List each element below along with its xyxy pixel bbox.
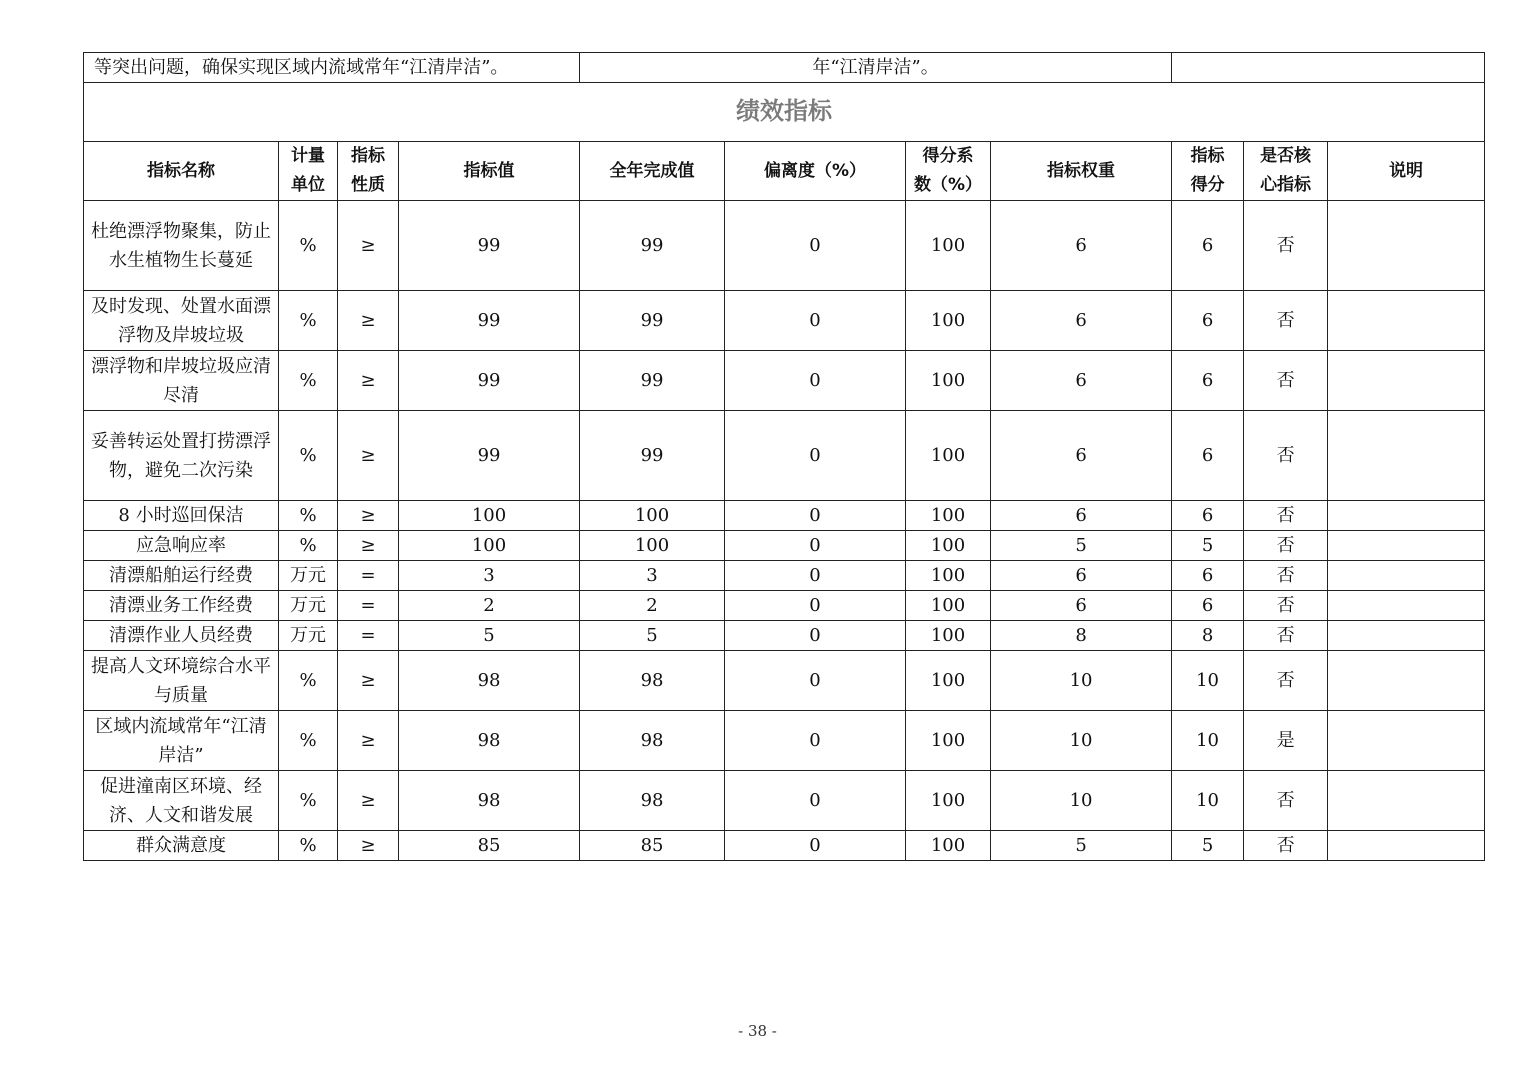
cell-note: [1328, 651, 1485, 711]
cell-coef: 100: [906, 621, 991, 651]
cell-weight: 8: [991, 621, 1172, 651]
cell-name: 清漂作业人员经费: [84, 621, 279, 651]
cell-actual: 99: [580, 291, 725, 351]
cell-target: 98: [399, 711, 580, 771]
header-actual: 全年完成值: [580, 142, 725, 201]
section-title: 绩效指标: [736, 96, 833, 125]
cell-core: 是: [1244, 711, 1328, 771]
header-score: [1172, 142, 1244, 201]
cell-weight: 6: [991, 501, 1172, 531]
table-row: [84, 531, 1485, 561]
cell-coef: 100: [906, 501, 991, 531]
table-row: [84, 621, 1485, 651]
header-nature-line2: 性质: [351, 175, 385, 195]
cell-nature: =: [338, 591, 399, 621]
cell-score: 6: [1172, 561, 1244, 591]
cell-nature: ≥: [338, 291, 399, 351]
cell-coef: 100: [906, 771, 991, 831]
cell-actual: 3: [580, 561, 725, 591]
cell-core: 否: [1244, 561, 1328, 591]
cell-nature: =: [338, 621, 399, 651]
header-coef: [906, 142, 991, 201]
cell-note: [1328, 591, 1485, 621]
cell-core: 否: [1244, 351, 1328, 411]
cell-core: 否: [1244, 411, 1328, 501]
cell-actual: 99: [580, 351, 725, 411]
cell-note: [1328, 351, 1485, 411]
cell-name: 妥善转运处置打捞漂浮物，避免二次污染: [84, 411, 279, 501]
cell-unit: %: [279, 501, 338, 531]
cell-deviation: 0: [725, 621, 906, 651]
cell-unit: %: [279, 291, 338, 351]
cell-note: [1328, 501, 1485, 531]
cell-nature: ≥: [338, 201, 399, 291]
cell-weight: 6: [991, 201, 1172, 291]
performance-table: [83, 52, 1485, 861]
cell-target: 85: [399, 831, 580, 861]
cell-deviation: 0: [725, 771, 906, 831]
header-core: [1244, 142, 1328, 201]
cell-name: 应急响应率: [84, 531, 279, 561]
cell-deviation: 0: [725, 831, 906, 861]
cell-unit: %: [279, 831, 338, 861]
cell-nature: ≥: [338, 711, 399, 771]
cell-score: 10: [1172, 711, 1244, 771]
cell-weight: 10: [991, 711, 1172, 771]
cell-unit: %: [279, 531, 338, 561]
header-coef-line2: 数（%）: [914, 175, 983, 195]
cell-nature: =: [338, 561, 399, 591]
cell-name: 群众满意度: [84, 831, 279, 861]
header-nature-line1: 指标: [351, 146, 385, 166]
cell-name: 清漂船舶运行经费: [84, 561, 279, 591]
header-score-line1: 指标: [1190, 146, 1225, 166]
cell-note: [1328, 291, 1485, 351]
section-title-row: [84, 83, 1485, 142]
header-unit-line1: 计量: [291, 146, 325, 166]
cell-weight: 10: [991, 651, 1172, 711]
cell-score: 5: [1172, 831, 1244, 861]
cell-coef: 100: [906, 411, 991, 501]
cell-unit: %: [279, 711, 338, 771]
cell-core: 否: [1244, 831, 1328, 861]
table-row: [84, 501, 1485, 531]
cell-coef: 100: [906, 591, 991, 621]
cell-core: 否: [1244, 771, 1328, 831]
cell-name: 漂浮物和岸坡垃圾应清尽清: [84, 351, 279, 411]
cell-target: 100: [399, 501, 580, 531]
cell-name: 及时发现、处置水面漂浮物及岸坡垃圾: [84, 291, 279, 351]
header-coef-line1: 得分系: [922, 146, 974, 166]
header-deviation: 偏离度（%）: [725, 142, 906, 201]
cell-actual: 5: [580, 621, 725, 651]
cell-name: 区域内流域常年“江清岸洁”: [84, 711, 279, 771]
cell-score: 6: [1172, 351, 1244, 411]
header-unit-line2: 单位: [291, 175, 325, 195]
cell-core: 否: [1244, 591, 1328, 621]
cell-coef: 100: [906, 291, 991, 351]
cell-name: 促进潼南区环境、经济、人文和谐发展: [84, 771, 279, 831]
cell-score: 6: [1172, 591, 1244, 621]
cell-name: 清漂业务工作经费: [84, 591, 279, 621]
cell-deviation: 0: [725, 291, 906, 351]
cell-target: 99: [399, 411, 580, 501]
cell-weight: 5: [991, 531, 1172, 561]
cell-unit: %: [279, 651, 338, 711]
cell-actual: 99: [580, 201, 725, 291]
cell-weight: 6: [991, 561, 1172, 591]
cell-score: 6: [1172, 291, 1244, 351]
table-row: [84, 351, 1485, 411]
cell-score: 6: [1172, 411, 1244, 501]
cell-coef: 100: [906, 711, 991, 771]
cell-score: 6: [1172, 501, 1244, 531]
cell-score: 10: [1172, 651, 1244, 711]
cell-deviation: 0: [725, 201, 906, 291]
cell-nature: ≥: [338, 411, 399, 501]
cell-coef: 100: [906, 531, 991, 561]
header-core-line2: 心指标: [1260, 175, 1312, 195]
cell-target: 2: [399, 591, 580, 621]
cell-coef: 100: [906, 831, 991, 861]
cell-note: [1328, 201, 1485, 291]
cell-note: [1328, 711, 1485, 771]
cell-unit: %: [279, 771, 338, 831]
cell-target: 5: [399, 621, 580, 651]
table-row: [84, 411, 1485, 501]
cell-core: 否: [1244, 501, 1328, 531]
table-row: [84, 201, 1485, 291]
cell-core: 否: [1244, 531, 1328, 561]
top-row: [84, 53, 1485, 83]
cell-actual: 85: [580, 831, 725, 861]
cell-nature: ≥: [338, 501, 399, 531]
cell-score: 10: [1172, 771, 1244, 831]
cell-core: 否: [1244, 201, 1328, 291]
cell-unit: %: [279, 201, 338, 291]
cell-actual: 100: [580, 501, 725, 531]
cell-target: 99: [399, 291, 580, 351]
table-row: [84, 651, 1485, 711]
cell-deviation: 0: [725, 351, 906, 411]
header-row: [84, 142, 1485, 201]
cell-actual: 2: [580, 591, 725, 621]
cell-score: 8: [1172, 621, 1244, 651]
cell-core: 否: [1244, 651, 1328, 711]
cell-unit: %: [279, 411, 338, 501]
header-weight: 指标权重: [991, 142, 1172, 201]
cell-score: 6: [1172, 201, 1244, 291]
cell-nature: ≥: [338, 831, 399, 861]
cell-target: 98: [399, 771, 580, 831]
cell-deviation: 0: [725, 411, 906, 501]
cell-name: 杜绝漂浮物聚集，防止水生植物生长蔓延: [84, 201, 279, 291]
cell-weight: 6: [991, 591, 1172, 621]
cell-target: 3: [399, 561, 580, 591]
header-score-line2: 得分: [1190, 175, 1225, 195]
cell-name: 提高人文环境综合水平与质量: [84, 651, 279, 711]
cell-core: 否: [1244, 291, 1328, 351]
top-row-col3: [1172, 53, 1485, 83]
cell-weight: 5: [991, 831, 1172, 861]
cell-note: [1328, 831, 1485, 861]
table-row: [84, 831, 1485, 861]
cell-actual: 100: [580, 531, 725, 561]
cell-coef: 100: [906, 351, 991, 411]
cell-coef: 100: [906, 201, 991, 291]
cell-coef: 100: [906, 561, 991, 591]
table-row: [84, 711, 1485, 771]
cell-target: 99: [399, 351, 580, 411]
cell-deviation: 0: [725, 561, 906, 591]
cell-nature: ≥: [338, 531, 399, 561]
header-target: 指标值: [399, 142, 580, 201]
table-row: [84, 591, 1485, 621]
cell-deviation: 0: [725, 531, 906, 561]
top-row-col2: 年“江清岸洁”。: [580, 53, 1172, 83]
cell-deviation: 0: [725, 711, 906, 771]
cell-weight: 6: [991, 351, 1172, 411]
section-title-cell: [84, 83, 1485, 142]
cell-weight: 6: [991, 411, 1172, 501]
top-row-col1: 等突出问题，确保实现区域内流域常年“江清岸洁”。: [84, 53, 580, 83]
cell-target: 98: [399, 651, 580, 711]
cell-coef: 100: [906, 651, 991, 711]
cell-unit: 万元: [279, 561, 338, 591]
cell-note: [1328, 771, 1485, 831]
cell-name: 8 小时巡回保洁: [84, 501, 279, 531]
cell-weight: 6: [991, 291, 1172, 351]
table-body: [84, 53, 1485, 861]
header-unit: [279, 142, 338, 201]
cell-core: 否: [1244, 621, 1328, 651]
cell-deviation: 0: [725, 501, 906, 531]
cell-actual: 98: [580, 771, 725, 831]
cell-actual: 98: [580, 651, 725, 711]
cell-nature: ≥: [338, 651, 399, 711]
header-core-line1: 是否核: [1260, 146, 1312, 166]
cell-target: 99: [399, 201, 580, 291]
cell-note: [1328, 531, 1485, 561]
cell-nature: ≥: [338, 771, 399, 831]
cell-unit: 万元: [279, 591, 338, 621]
cell-note: [1328, 561, 1485, 591]
cell-note: [1328, 411, 1485, 501]
cell-unit: 万元: [279, 621, 338, 651]
table-row: [84, 291, 1485, 351]
cell-target: 100: [399, 531, 580, 561]
cell-deviation: 0: [725, 591, 906, 621]
cell-score: 5: [1172, 531, 1244, 561]
cell-weight: 10: [991, 771, 1172, 831]
header-note: 说明: [1328, 142, 1485, 201]
cell-note: [1328, 621, 1485, 651]
header-name: 指标名称: [84, 142, 279, 201]
cell-actual: 98: [580, 711, 725, 771]
cell-unit: %: [279, 351, 338, 411]
table-row: [84, 771, 1485, 831]
cell-nature: ≥: [338, 351, 399, 411]
cell-deviation: 0: [725, 651, 906, 711]
page-number: - 38 -: [738, 1022, 777, 1040]
table-row: [84, 561, 1485, 591]
header-nature: [338, 142, 399, 201]
cell-actual: 99: [580, 411, 725, 501]
